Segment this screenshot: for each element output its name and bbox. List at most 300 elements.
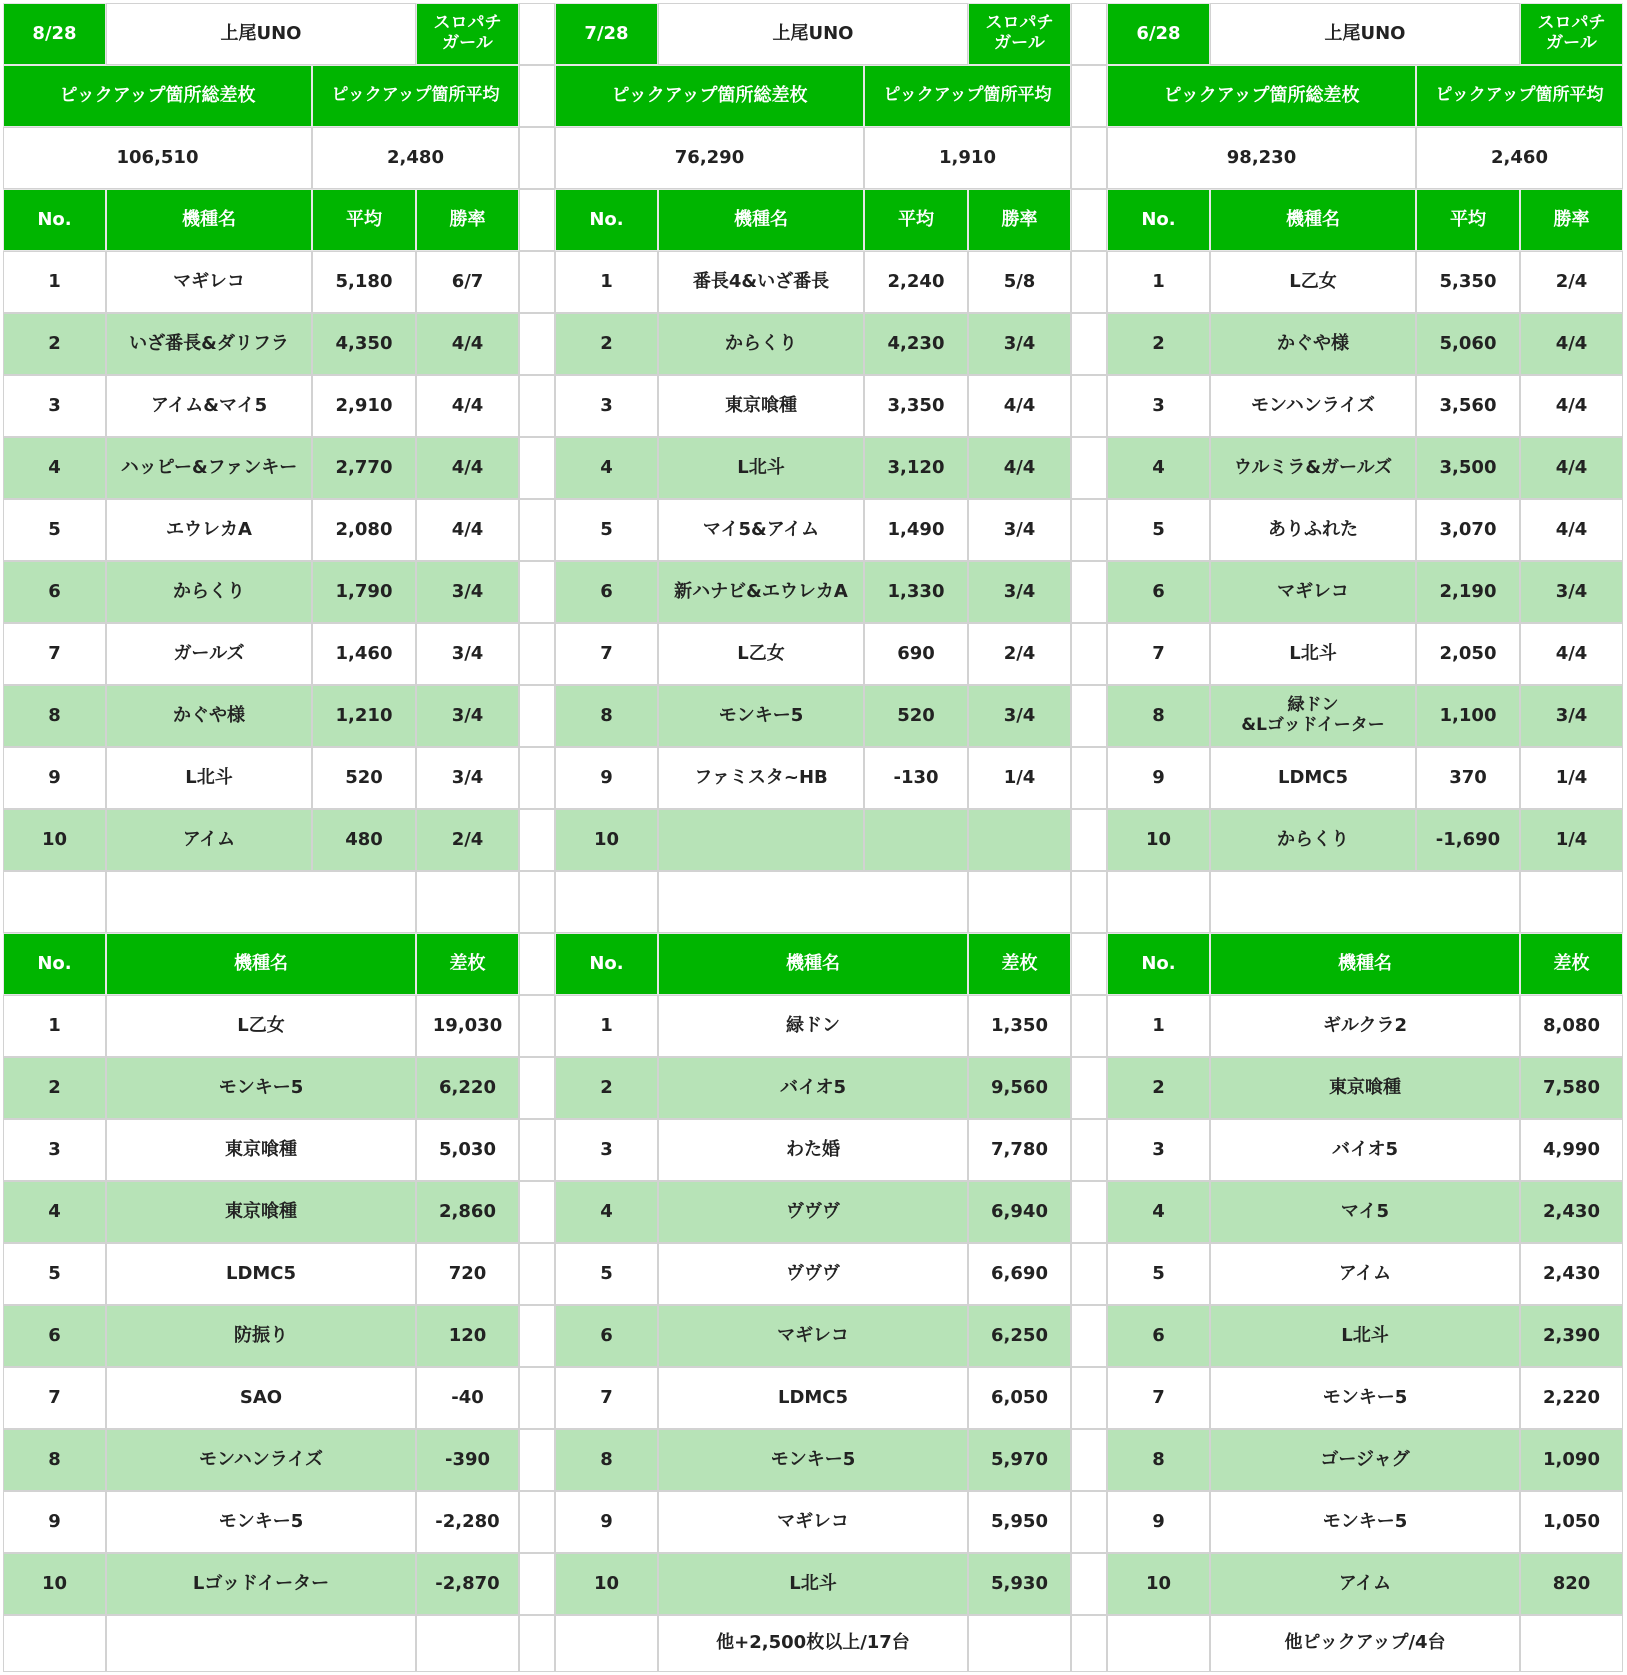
model-name-cell: アイム xyxy=(106,809,312,871)
panel-gap xyxy=(1071,1429,1107,1491)
average-cell: 5,180 xyxy=(312,251,416,313)
panel-gap xyxy=(519,437,555,499)
model-name-cell: L北斗 xyxy=(658,437,864,499)
diff-cell: 2,860 xyxy=(416,1181,519,1243)
diff-cell: 9,560 xyxy=(968,1057,1071,1119)
model-name-cell: ギルクラ2 xyxy=(1210,995,1520,1057)
rank-cell: 3 xyxy=(555,375,658,437)
average-cell: 4,350 xyxy=(312,313,416,375)
panel-gap xyxy=(1071,375,1107,437)
diff-cell: 6,220 xyxy=(416,1057,519,1119)
win-rate-cell: 3/4 xyxy=(416,561,519,623)
rank-cell: 3 xyxy=(3,375,106,437)
diff-cell: -40 xyxy=(416,1367,519,1429)
panel-gap xyxy=(1071,995,1107,1057)
rank-cell: 6 xyxy=(1107,1305,1210,1367)
win-rate-header: 勝率 xyxy=(1520,189,1623,251)
panel-gap xyxy=(1071,1615,1107,1672)
model-name-cell: ヴヴヴ xyxy=(658,1243,968,1305)
rank-cell: 2 xyxy=(555,313,658,375)
rank-cell: 7 xyxy=(1107,1367,1210,1429)
model-name-cell: アイム xyxy=(1210,1553,1520,1615)
model-name-cell: エウレカA xyxy=(106,499,312,561)
panel-gap xyxy=(519,1305,555,1367)
rank-cell: 1 xyxy=(1107,251,1210,313)
win-rate-cell: 1/4 xyxy=(1520,809,1623,871)
model-header: 機種名 xyxy=(106,933,416,995)
panel-gap xyxy=(519,1615,555,1672)
model-name-cell: かぐや様 xyxy=(106,685,312,747)
avg-diff-value: 2,480 xyxy=(312,127,519,189)
no-header: No. xyxy=(1107,189,1210,251)
panel-gap xyxy=(1071,871,1107,933)
win-rate-cell: 2/4 xyxy=(968,623,1071,685)
rank-cell: 4 xyxy=(555,437,658,499)
diff-cell: -2,870 xyxy=(416,1553,519,1615)
model-name-cell: ウルミラ&ガールズ xyxy=(1210,437,1416,499)
model-name-cell: モンキー5 xyxy=(658,1429,968,1491)
panel-gap xyxy=(519,1491,555,1553)
average-header: 平均 xyxy=(864,189,968,251)
model-header: 機種名 xyxy=(658,933,968,995)
panel-gap xyxy=(519,1553,555,1615)
model-header: 機種名 xyxy=(106,189,312,251)
total-diff-value: 76,290 xyxy=(555,127,864,189)
model-name-cell: 東京喰種 xyxy=(1210,1057,1520,1119)
footer-spacer xyxy=(1520,1615,1623,1672)
diff-cell: 5,950 xyxy=(968,1491,1071,1553)
model-name-cell: マギレコ xyxy=(1210,561,1416,623)
model-name-cell: L北斗 xyxy=(1210,1305,1520,1367)
model-name-cell: モンキー5 xyxy=(658,685,864,747)
model-header: 機種名 xyxy=(658,189,864,251)
total-diff-label: ピックアップ箇所総差枚 xyxy=(555,65,864,127)
rank-cell: 9 xyxy=(555,747,658,809)
panel-gap xyxy=(519,685,555,747)
panel-gap xyxy=(519,1243,555,1305)
no-header: No. xyxy=(555,189,658,251)
rank-cell: 5 xyxy=(3,1243,106,1305)
model-name-cell xyxy=(658,809,864,871)
win-rate-cell xyxy=(968,809,1071,871)
source-label: スロパチ ガール xyxy=(1520,3,1623,65)
diff-cell: 1,050 xyxy=(1520,1491,1623,1553)
win-rate-cell: 3/4 xyxy=(968,685,1071,747)
rank-cell: 10 xyxy=(3,809,106,871)
model-name-cell: 新ハナビ&エウレカA xyxy=(658,561,864,623)
average-cell: 4,230 xyxy=(864,313,968,375)
rank-cell: 9 xyxy=(3,1491,106,1553)
diff-cell: 5,970 xyxy=(968,1429,1071,1491)
average-cell: 3,070 xyxy=(1416,499,1520,561)
average-cell: 2,910 xyxy=(312,375,416,437)
rank-cell: 9 xyxy=(1107,747,1210,809)
model-name-cell: アイム&マイ5 xyxy=(106,375,312,437)
diff-cell: 720 xyxy=(416,1243,519,1305)
panel-gap xyxy=(519,561,555,623)
model-name-cell: L乙女 xyxy=(658,623,864,685)
win-rate-cell: 1/4 xyxy=(968,747,1071,809)
footer-spacer xyxy=(416,1615,519,1672)
win-rate-cell: 3/4 xyxy=(416,747,519,809)
no-header: No. xyxy=(3,933,106,995)
panel-gap xyxy=(1071,313,1107,375)
store-name: 上尾UNO xyxy=(1210,3,1520,65)
rank-cell: 7 xyxy=(3,623,106,685)
panel-gap xyxy=(1071,1367,1107,1429)
average-cell: -1,690 xyxy=(1416,809,1520,871)
average-cell: 2,080 xyxy=(312,499,416,561)
panel-gap xyxy=(1071,1553,1107,1615)
rank-cell: 5 xyxy=(3,499,106,561)
rank-cell: 5 xyxy=(555,499,658,561)
diff-cell: 2,430 xyxy=(1520,1243,1623,1305)
total-diff-label: ピックアップ箇所総差枚 xyxy=(3,65,312,127)
panel-gap xyxy=(1071,1119,1107,1181)
source-label: スロパチ ガール xyxy=(968,3,1071,65)
model-name-cell: かぐや様 xyxy=(1210,313,1416,375)
date-label: 6/28 xyxy=(1107,3,1210,65)
model-name-cell: からくり xyxy=(106,561,312,623)
rank-cell: 2 xyxy=(3,313,106,375)
rank-cell: 9 xyxy=(3,747,106,809)
model-name-cell: からくり xyxy=(658,313,864,375)
model-name-cell: モンキー5 xyxy=(106,1491,416,1553)
model-name-cell: ヴヴヴ xyxy=(658,1181,968,1243)
panel-gap xyxy=(1071,1491,1107,1553)
diff-cell: 2,220 xyxy=(1520,1367,1623,1429)
win-rate-cell: 5/8 xyxy=(968,251,1071,313)
diff-cell: 7,580 xyxy=(1520,1057,1623,1119)
model-name-cell: アイム xyxy=(1210,1243,1520,1305)
diff-cell: 120 xyxy=(416,1305,519,1367)
diff-cell: 5,030 xyxy=(416,1119,519,1181)
rank-cell: 5 xyxy=(555,1243,658,1305)
panel-gap xyxy=(1071,623,1107,685)
rank-cell: 10 xyxy=(555,809,658,871)
win-rate-cell: 2/4 xyxy=(416,809,519,871)
avg-diff-label: ピックアップ箇所平均 xyxy=(864,65,1071,127)
model-name-cell: ファミスタ~HB xyxy=(658,747,864,809)
win-rate-cell: 4/4 xyxy=(968,375,1071,437)
store-name: 上尾UNO xyxy=(658,3,968,65)
average-cell: 5,060 xyxy=(1416,313,1520,375)
rank-cell: 7 xyxy=(555,1367,658,1429)
panel-gap xyxy=(519,65,555,127)
rank-cell: 10 xyxy=(555,1553,658,1615)
diff-cell: 6,690 xyxy=(968,1243,1071,1305)
footer-note: 他+2,500枚以上/17台 xyxy=(658,1615,968,1672)
average-cell: 2,240 xyxy=(864,251,968,313)
average-cell: 1,790 xyxy=(312,561,416,623)
diff-cell: 6,940 xyxy=(968,1181,1071,1243)
rank-cell: 10 xyxy=(3,1553,106,1615)
rank-cell: 7 xyxy=(1107,623,1210,685)
average-cell: 3,350 xyxy=(864,375,968,437)
panel-gap xyxy=(1071,747,1107,809)
footer-note xyxy=(106,1615,416,1672)
average-cell: 690 xyxy=(864,623,968,685)
panel-gap xyxy=(1071,499,1107,561)
model-name-cell: バイオ5 xyxy=(658,1057,968,1119)
model-name-cell: モンキー5 xyxy=(1210,1491,1520,1553)
total-diff-value: 98,230 xyxy=(1107,127,1416,189)
panel-gap xyxy=(519,1057,555,1119)
footer-spacer xyxy=(1107,1615,1210,1672)
footer-spacer xyxy=(3,1615,106,1672)
win-rate-cell: 4/4 xyxy=(1520,499,1623,561)
average-cell: 5,350 xyxy=(1416,251,1520,313)
panel-gap xyxy=(519,1367,555,1429)
diff-cell: 8,080 xyxy=(1520,995,1623,1057)
rank-cell: 10 xyxy=(1107,1553,1210,1615)
win-rate-cell: 3/4 xyxy=(968,313,1071,375)
diff-cell: 1,350 xyxy=(968,995,1071,1057)
rank-cell: 4 xyxy=(3,437,106,499)
win-rate-header: 勝率 xyxy=(416,189,519,251)
model-name-cell: モンキー5 xyxy=(1210,1367,1520,1429)
rank-cell: 10 xyxy=(1107,809,1210,871)
model-name-cell: L北斗 xyxy=(658,1553,968,1615)
total-diff-label: ピックアップ箇所総差枚 xyxy=(1107,65,1416,127)
footer-note: 他ピックアップ/4台 xyxy=(1210,1615,1520,1672)
panel-gap xyxy=(1071,251,1107,313)
average-cell: 3,500 xyxy=(1416,437,1520,499)
rank-cell: 5 xyxy=(1107,1243,1210,1305)
model-header: 機種名 xyxy=(1210,933,1520,995)
spacer-cell xyxy=(416,871,519,933)
rank-cell: 2 xyxy=(1107,313,1210,375)
rank-cell: 8 xyxy=(555,685,658,747)
average-cell: -130 xyxy=(864,747,968,809)
model-name-cell: SAO xyxy=(106,1367,416,1429)
average-cell: 1,330 xyxy=(864,561,968,623)
rank-cell: 2 xyxy=(1107,1057,1210,1119)
diff-cell: 4,990 xyxy=(1520,1119,1623,1181)
rank-cell: 4 xyxy=(555,1181,658,1243)
rank-cell: 2 xyxy=(3,1057,106,1119)
win-rate-cell: 6/7 xyxy=(416,251,519,313)
rank-cell: 5 xyxy=(1107,499,1210,561)
average-cell: 2,190 xyxy=(1416,561,1520,623)
rank-cell: 6 xyxy=(3,561,106,623)
win-rate-cell: 4/4 xyxy=(1520,313,1623,375)
win-rate-cell: 3/4 xyxy=(416,685,519,747)
rank-cell: 9 xyxy=(555,1491,658,1553)
rank-cell: 8 xyxy=(1107,1429,1210,1491)
rank-cell: 6 xyxy=(1107,561,1210,623)
rank-cell: 8 xyxy=(1107,685,1210,747)
diff-cell: 5,930 xyxy=(968,1553,1071,1615)
panel-gap xyxy=(519,499,555,561)
model-name-cell: ガールズ xyxy=(106,623,312,685)
model-name-cell: 東京喰種 xyxy=(106,1181,416,1243)
model-name-cell: モンハンライズ xyxy=(106,1429,416,1491)
model-header: 機種名 xyxy=(1210,189,1416,251)
average-cell: 3,560 xyxy=(1416,375,1520,437)
model-name-cell: バイオ5 xyxy=(1210,1119,1520,1181)
panel-gap xyxy=(519,1181,555,1243)
panel-gap xyxy=(1071,1243,1107,1305)
model-name-cell: マギレコ xyxy=(106,251,312,313)
average-header: 平均 xyxy=(1416,189,1520,251)
panel-gap xyxy=(519,313,555,375)
panel-gap xyxy=(1071,65,1107,127)
rank-cell: 8 xyxy=(3,1429,106,1491)
model-name-cell: いざ番長&ダリフラ xyxy=(106,313,312,375)
rank-cell: 8 xyxy=(3,685,106,747)
average-cell: 1,210 xyxy=(312,685,416,747)
no-header: No. xyxy=(3,189,106,251)
diff-cell: 2,430 xyxy=(1520,1181,1623,1243)
rank-cell: 1 xyxy=(3,251,106,313)
model-name-cell: ありふれた xyxy=(1210,499,1416,561)
avg-diff-label: ピックアップ箇所平均 xyxy=(312,65,519,127)
model-name-cell: マギレコ xyxy=(658,1491,968,1553)
model-name-cell: 番長4&いざ番長 xyxy=(658,251,864,313)
win-rate-header: 勝率 xyxy=(968,189,1071,251)
diff-header: 差枚 xyxy=(968,933,1071,995)
model-name-cell: わた婚 xyxy=(658,1119,968,1181)
average-cell: 480 xyxy=(312,809,416,871)
rank-cell: 6 xyxy=(555,1305,658,1367)
panel-gap xyxy=(519,995,555,1057)
rank-cell: 4 xyxy=(1107,1181,1210,1243)
model-name-cell: 緑ドン &Lゴッドイーター xyxy=(1210,685,1416,747)
diff-cell: -2,280 xyxy=(416,1491,519,1553)
diff-cell: 6,250 xyxy=(968,1305,1071,1367)
average-cell: 1,490 xyxy=(864,499,968,561)
diff-header: 差枚 xyxy=(416,933,519,995)
average-cell: 1,460 xyxy=(312,623,416,685)
diff-cell: 6,050 xyxy=(968,1367,1071,1429)
average-cell xyxy=(864,809,968,871)
spacer-cell xyxy=(968,871,1071,933)
panel-gap xyxy=(519,809,555,871)
rank-cell: 9 xyxy=(1107,1491,1210,1553)
model-name-cell: 防振り xyxy=(106,1305,416,1367)
spacer-cell xyxy=(555,871,658,933)
average-cell: 1,100 xyxy=(1416,685,1520,747)
panel-gap xyxy=(519,251,555,313)
model-name-cell: 東京喰種 xyxy=(658,375,864,437)
model-name-cell: マイ5 xyxy=(1210,1181,1520,1243)
model-name-cell: マイ5&アイム xyxy=(658,499,864,561)
win-rate-cell: 4/4 xyxy=(416,313,519,375)
win-rate-cell: 4/4 xyxy=(1520,437,1623,499)
win-rate-cell: 3/4 xyxy=(968,499,1071,561)
average-cell: 520 xyxy=(864,685,968,747)
average-header: 平均 xyxy=(312,189,416,251)
diff-cell: -390 xyxy=(416,1429,519,1491)
rank-cell: 3 xyxy=(1107,375,1210,437)
diff-cell: 2,390 xyxy=(1520,1305,1623,1367)
diff-cell: 1,090 xyxy=(1520,1429,1623,1491)
avg-diff-value: 1,910 xyxy=(864,127,1071,189)
spacer-cell xyxy=(1107,871,1210,933)
diff-cell: 7,780 xyxy=(968,1119,1071,1181)
no-header: No. xyxy=(555,933,658,995)
panel-gap xyxy=(519,623,555,685)
panel-gap xyxy=(519,189,555,251)
diff-cell: 19,030 xyxy=(416,995,519,1057)
average-cell: 2,770 xyxy=(312,437,416,499)
total-diff-value: 106,510 xyxy=(3,127,312,189)
model-name-cell: モンハンライズ xyxy=(1210,375,1416,437)
panel-gap xyxy=(519,871,555,933)
panel-gap xyxy=(519,127,555,189)
win-rate-cell: 4/4 xyxy=(1520,375,1623,437)
rank-cell: 1 xyxy=(555,995,658,1057)
win-rate-cell: 4/4 xyxy=(968,437,1071,499)
panel-gap xyxy=(1071,809,1107,871)
source-label: スロパチ ガール xyxy=(416,3,519,65)
win-rate-cell: 3/4 xyxy=(968,561,1071,623)
panel-gap xyxy=(519,375,555,437)
model-name-cell: ゴージャグ xyxy=(1210,1429,1520,1491)
rank-cell: 4 xyxy=(1107,437,1210,499)
diff-header: 差枚 xyxy=(1520,933,1623,995)
rank-cell: 6 xyxy=(555,561,658,623)
panel-gap xyxy=(519,1119,555,1181)
rank-cell: 1 xyxy=(1107,995,1210,1057)
panel-gap xyxy=(1071,1305,1107,1367)
avg-diff-label: ピックアップ箇所平均 xyxy=(1416,65,1623,127)
panel-gap xyxy=(519,933,555,995)
rank-cell: 1 xyxy=(3,995,106,1057)
win-rate-cell: 1/4 xyxy=(1520,747,1623,809)
rank-cell: 8 xyxy=(555,1429,658,1491)
spacer-cell xyxy=(658,871,968,933)
avg-diff-value: 2,460 xyxy=(1416,127,1623,189)
win-rate-cell: 3/4 xyxy=(1520,561,1623,623)
win-rate-cell: 4/4 xyxy=(1520,623,1623,685)
panel-gap xyxy=(1071,1057,1107,1119)
win-rate-cell: 3/4 xyxy=(416,623,519,685)
model-name-cell: L乙女 xyxy=(1210,251,1416,313)
rank-cell: 4 xyxy=(3,1181,106,1243)
rank-cell: 2 xyxy=(555,1057,658,1119)
rank-cell: 7 xyxy=(3,1367,106,1429)
date-label: 7/28 xyxy=(555,3,658,65)
panel-gap xyxy=(1071,685,1107,747)
panel-gap xyxy=(519,3,555,65)
panel-gap xyxy=(1071,933,1107,995)
model-name-cell: からくり xyxy=(1210,809,1416,871)
model-name-cell: モンキー5 xyxy=(106,1057,416,1119)
store-name: 上尾UNO xyxy=(106,3,416,65)
model-name-cell: Lゴッドイーター xyxy=(106,1553,416,1615)
spacer-cell xyxy=(3,871,106,933)
win-rate-cell: 4/4 xyxy=(416,437,519,499)
model-name-cell: L北斗 xyxy=(1210,623,1416,685)
panel-gap xyxy=(519,1429,555,1491)
panel-gap xyxy=(1071,189,1107,251)
rank-cell: 3 xyxy=(3,1119,106,1181)
rank-cell: 3 xyxy=(555,1119,658,1181)
spacer-cell xyxy=(106,871,416,933)
win-rate-cell: 3/4 xyxy=(1520,685,1623,747)
panel-gap xyxy=(1071,437,1107,499)
win-rate-cell: 2/4 xyxy=(1520,251,1623,313)
rank-cell: 7 xyxy=(555,623,658,685)
rank-cell: 3 xyxy=(1107,1119,1210,1181)
diff-cell: 820 xyxy=(1520,1553,1623,1615)
date-label: 8/28 xyxy=(3,3,106,65)
panel-gap xyxy=(1071,127,1107,189)
average-cell: 3,120 xyxy=(864,437,968,499)
average-cell: 520 xyxy=(312,747,416,809)
